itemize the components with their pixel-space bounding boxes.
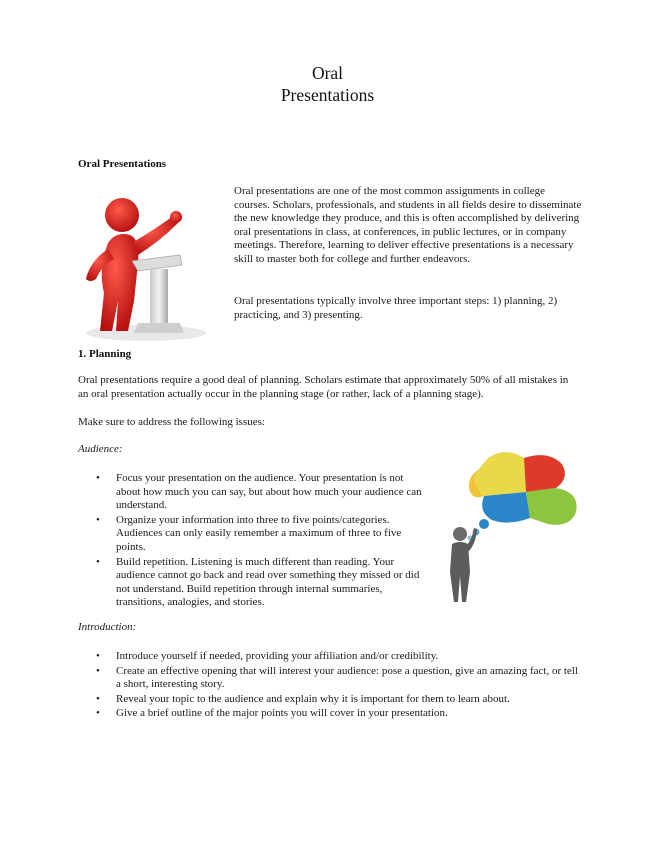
oral-intro-paragraph: Oral presentations are one of the most common assignments in college courses. Scholars, professionals, and students in all fields desire to disseminate the new knowledge they produce, and this is often accomplished by delivering oral presentations in class, at conferences, in public lectures, or in company meetings. Therefore, learning to deliver effective presentations is a necessary skill to master both for college and further endeavors. <box>234 185 582 265</box>
bullet-icon: • <box>96 692 100 705</box>
bullet-icon: • <box>96 555 100 568</box>
list-item: • Reveal your topic to the audience and explain why it is important for them to learn about. <box>96 692 510 705</box>
audience-label: Audience: <box>78 443 123 455</box>
audience-bullet-list <box>78 472 430 611</box>
section-heading-planning: 1. Planning <box>78 348 132 360</box>
list-item: • Build repetition. Listening is much different than reading. Your audience cannot go back and read over something they missed or did not understand. Build repetition through internal summaries, transitions, analogies, and stories. <box>96 555 420 609</box>
issues-intro-paragraph: Make sure to address the following issues: <box>78 416 265 428</box>
list-item: • Focus your presentation on the audience. Your presentation is not about how much you can say, but about how much your audience can understand. <box>96 472 422 512</box>
introduction-label: Introduction: <box>78 621 137 633</box>
list-item: • Organize your information into three to five points/categories. Audiences can only easily remember a maximum of three to five points. <box>96 513 402 553</box>
bullet-icon: • <box>96 664 100 677</box>
title-line-1: Oral <box>311 63 344 83</box>
oral-steps-paragraph: Oral presentations typically involve three important steps: 1) planning, 2) practicing, and 3) presenting. <box>234 295 558 321</box>
bullet-icon: • <box>96 472 100 484</box>
bullet-icon: • <box>96 650 100 662</box>
puzzle-thought-illustration <box>448 448 584 604</box>
list-item: • Give a brief outline of the major points you will cover in your presentation. <box>96 707 448 720</box>
bullet-icon: • <box>96 513 100 526</box>
list-item: • Create an effective opening that will interest your audience: pose a question, give an amazing fact, or tell a short, interesting story. <box>96 664 578 691</box>
planning-paragraph: Oral presentations require a good deal of planning. Scholars estimate that approximately 50% of all mistakes in an oral presentation actually occur in the planning stage (or rather, lack of a planning stage). <box>78 374 569 400</box>
title-line-2: Presentations <box>280 85 375 105</box>
list-item: • Introduce yourself if needed, providing your affiliation and/or credibility. <box>96 650 439 662</box>
introduction-bullet-list <box>78 650 578 722</box>
bullet-icon: • <box>96 707 100 720</box>
section-heading-oral-presentations: Oral Presentations <box>78 158 167 170</box>
speaker-podium-illustration <box>68 183 228 343</box>
page-title <box>0 62 655 106</box>
